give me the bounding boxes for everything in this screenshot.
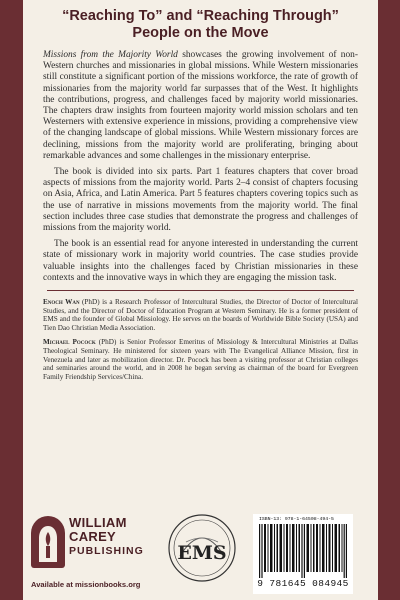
blurb-paragraph-1 xyxy=(43,50,358,162)
isbn-label: ISBN-13: 978-1-64508-494-5 xyxy=(259,517,334,522)
author-name: Michael Pocock xyxy=(43,338,96,347)
barcode-digits: 9 781645 084945 xyxy=(257,578,349,589)
divider xyxy=(47,290,354,291)
publisher-name-line-1: WILLIAM xyxy=(69,515,127,530)
barcode xyxy=(253,514,353,594)
page-title xyxy=(43,8,358,42)
publisher-website: Available at missionbooks.org xyxy=(31,580,141,589)
author-name: Enoch Wan xyxy=(43,298,80,307)
blurb-paragraph-2: The book is divided into six parts. Part 1 features chapters that cover broad aspects of missions from the majority world. Parts 2–4 consist of chapters focusing on Asia, Africa, and Latin America. Part 5 features chapters covering topics such as the use of narrative in missions movements from the majority world. The final section includes three case studies that demonstrate the progress and challenges of missions from the majority world. xyxy=(43,167,358,234)
author-bio-wan xyxy=(43,298,358,332)
publisher-name xyxy=(69,516,144,558)
footer xyxy=(23,508,378,600)
author-bio-text: (PhD) is a Research Professor of Intercultural Studies, the Director of Doctor of Intercultural Studies, and the Director of Doctor of Education Program at Western Seminary. He is a former president of EMS and the founder of Global Missiology. He serves on the boards of Worldwide Bible Society (USA) and Tien Dao Christian Media Association. xyxy=(43,298,358,332)
book-description xyxy=(43,50,358,284)
author-bio-pocock xyxy=(43,338,358,381)
publisher-emblem-icon xyxy=(31,516,65,568)
title-line-1: “Reaching To” and “Reaching Through” xyxy=(62,8,339,24)
barcode-bars xyxy=(259,524,347,578)
text-panel xyxy=(23,0,378,600)
title-line-2: People on the Move xyxy=(132,25,269,41)
publisher-name-line-3: PUBLISHING xyxy=(69,545,144,557)
blurb-paragraph-1-text: showcases the growing involvement of non-Western churches and missionaries in global missions. While Western missionaries still constitute a significant portion of the missions workforce, the rate of growth of missionaries from the majority world far surpasses that of the West. It highlights the contributions, progress, and challenges faced by majority world missionaries. The chapters draw insights from fourteen majority world mission scholars and ten Westerners with extensive experience in missions, providing a comprehensive view of the changing landscape of global missions. While Western missionary forces are declining, missions from the majority world are proliferating, bringing about remarkable advances and some challenges in the missionary enterprise. xyxy=(43,50,358,161)
ems-seal-icon xyxy=(166,512,238,584)
ems-letters: EMS xyxy=(177,542,227,564)
book-title-italic: Missions from the Majority World xyxy=(43,50,178,60)
blurb-paragraph-3: The book is an essential read for anyone interested in understanding the current state of missionary work in majority world countries. The case studies provide valuable insights into the challenges faced by Christian missionaries in these contexts and the innovative ways in which they are engaging the mission task. xyxy=(43,239,358,283)
publisher-name-line-2: CAREY xyxy=(69,529,117,544)
author-bio-text: (PhD) is Senior Professor Emeritus of Missiology & Intercultural Ministries at Dallas Theological Seminary. He ministered for sixteen years with The Evangelical Alliance Mission, first in Venezuela and later as mobilization director. Dr. Pocock has been a visiting professor at Christian colleges and seminaries around the world, and in 2008 he began serving as chairman of the board for Evergreen Family Friendship Services/China. xyxy=(43,338,358,381)
